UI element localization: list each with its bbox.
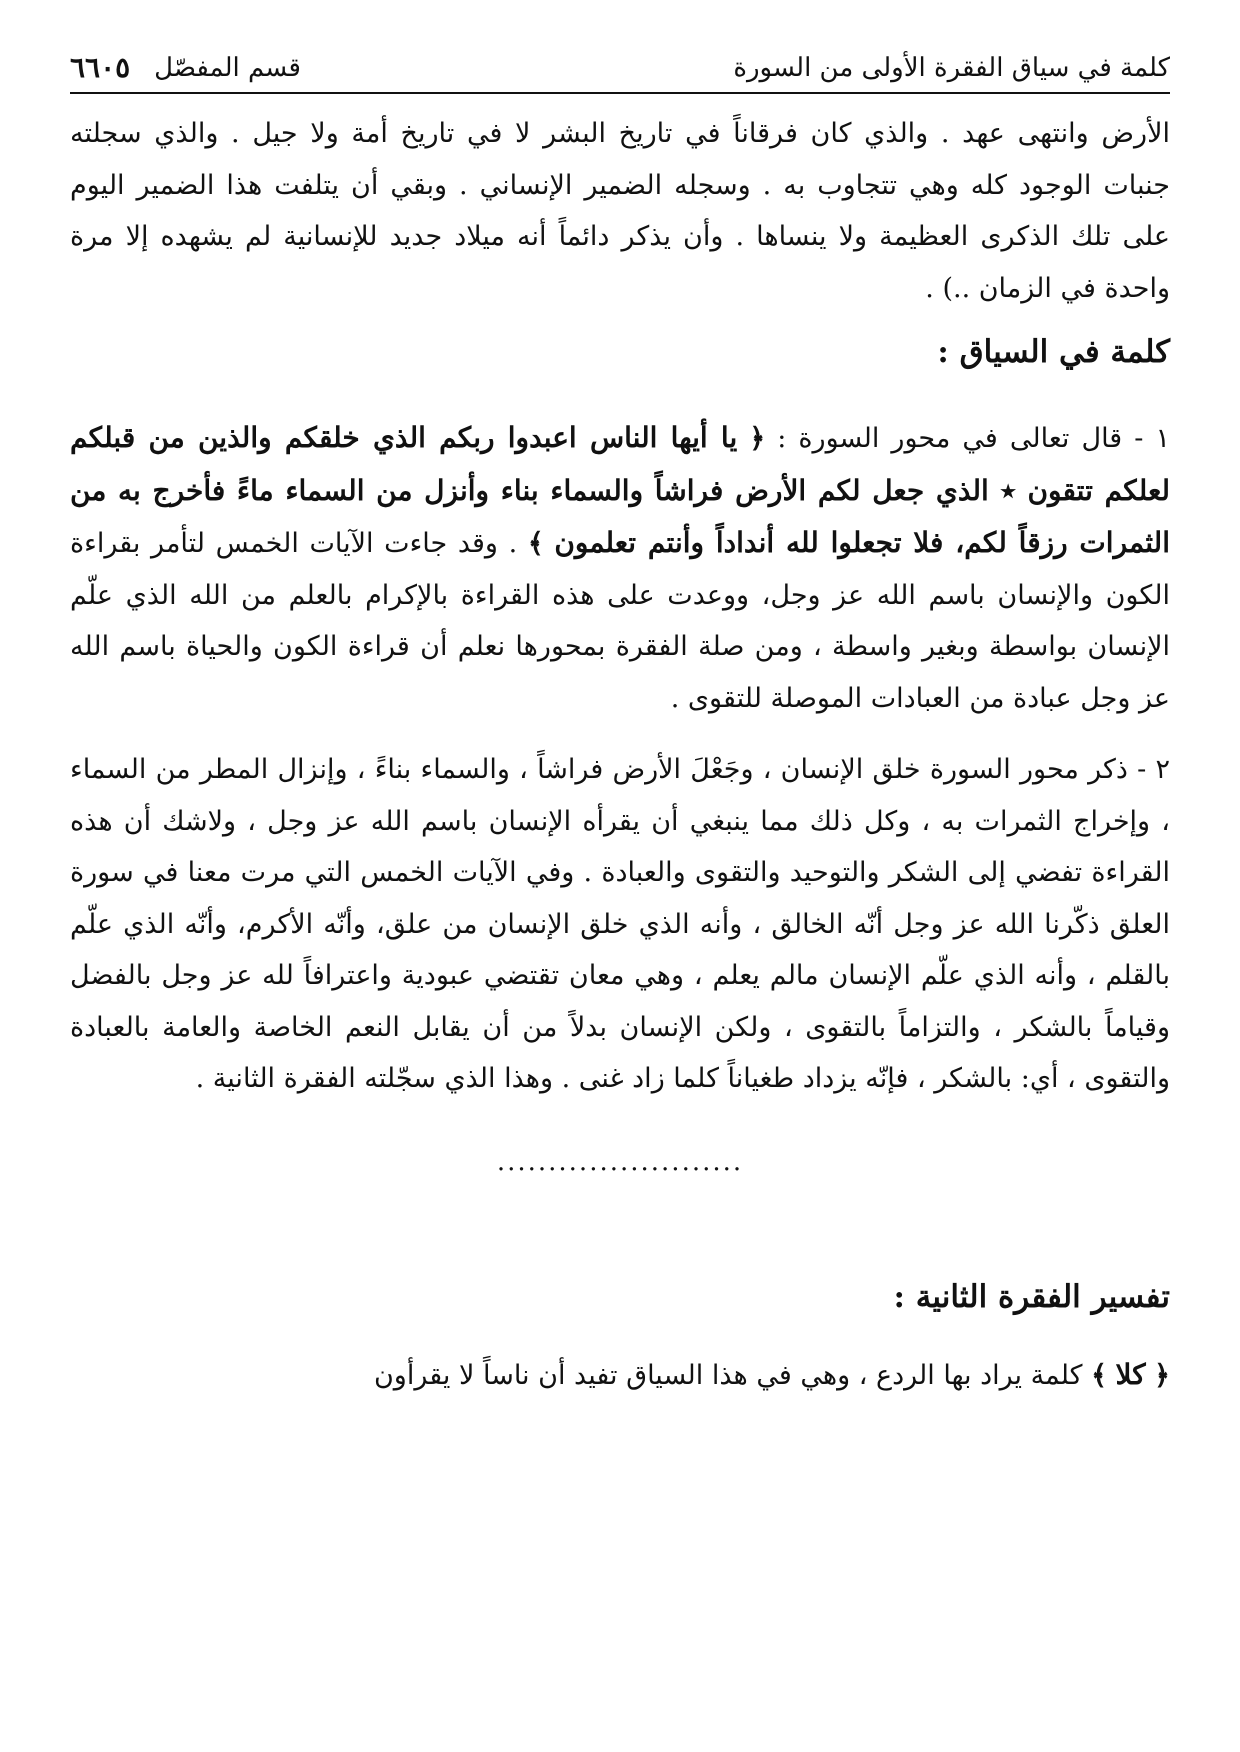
ornate-bracket-open: ﴿	[749, 423, 766, 454]
point-1-lead: ١ - قال تعالى في محور السورة :	[765, 423, 1170, 454]
section-heading-tafsir: تفسير الفقرة الثانية :	[893, 1278, 1170, 1315]
ornate-bracket-close-2: ﴾	[1091, 1359, 1107, 1391]
book-page	[70, 52, 1170, 1401]
ornate-bracket-open-2: ﴿	[1154, 1359, 1170, 1391]
page-number: ٦٦٠٥	[70, 51, 131, 84]
section-heading-context: كلمة في السياق :	[937, 334, 1170, 370]
context-point-1	[70, 412, 1170, 724]
running-header	[70, 52, 1170, 94]
header-left-group	[70, 52, 301, 84]
ornate-bracket-close: ﴾	[527, 528, 544, 559]
quran-word: كلا	[1115, 1357, 1146, 1391]
continuation-paragraph: الأرض وانتهى عهد . والذي كان فرقاناً في تاريخ البشر لا في تاريخ أمة ولا جيل . والذي سجلته جنبات الوجود كله وهي تتجاوب به . وسجله الضمير الإنساني . وبقي أن يتلفت هذا الضمير اليوم على تلك الذكرى العظيمة ولا ينساها . وأن يذكر دائماً أنه ميلاد جديد للإنسانية لم يشهده إلا مرة واحدة في الزمان ..) .	[70, 118, 1170, 304]
tafsir-text: كلمة يراد بها الردع ، وهي في هذا السياق تفيد أن ناساً لا يقرأون	[373, 1359, 1083, 1391]
header-section-name: قسم المفصّل	[154, 53, 301, 83]
quran-verse: يا أيها الناس اعبدوا ربكم الذي خلقكم والذين من قبلكم لعلكم تتقون ٭ الذي جعل لكم الأرض فراشاً والسماء بناء وأنزل من السماء ماءً فأخرج به من الثمرات رزقاً لكم، فلا تجعلوا لله أنداداً وأنتم تعلمون	[70, 421, 1170, 559]
header-chapter-title: كلمة في سياق الفقرة الأولى من السورة	[733, 53, 1170, 83]
context-point-2: ٢ - ذكر محور السورة خلق الإنسان ، وجَعْلَ الأرض فراشاً ، والسماء بناءً ، وإنزال المطر من السماء ، وإخراج الثمرات به ، وكل ذلك مما ينبغي أن يقرأه الإنسان باسم الله عز وجل ، ولاشك أن هذه القراءة تفضي إلى الشكر والتوحيد والتقوى والعبادة . وفي الآيات الخمس التي مرت معنا في سورة العلق ذكّرنا الله عز وجل أنّه الخالق ، وأنه الذي خلق الإنسان من علق، وأنّه الأكرم، وأنّه الذي علّم بالقلم ، وأنه الذي علّم الإنسان مالم يعلم ، وهي معان تقتضي عبودية واعترافاً لله عز وجل بالفضل وقياماً بالشكر ، والتزاماً بالتقوى ، ولكن الإنسان بدلاً من أن يقابل النعم الخاصة والعامة بالعبادة والتقوى ، أي: بالشكر ، فإنّه يزداد طغياناً كلما زاد غنى . وهذا الذي سجّلته الفقرة الثانية .	[70, 754, 1170, 1094]
tafsir-paragraph	[70, 1349, 1170, 1402]
point-1-text: . وقد جاءت الآيات الخمس لتأمر بقراءة الكون والإنسان باسم الله عز وجل، ووعدت على هذه القراءة بالإكرام بالعلم من الله الذي علّم الإنسان بواسطة وبغير واسطة ، ومن صلة الفقرة بمحورها نعلم أن قراءة الكون والحياة باسم الله عز وجل عبادة من العبادات الموصلة للتقوى .	[70, 528, 1170, 714]
section-separator: ........................	[496, 1146, 744, 1177]
